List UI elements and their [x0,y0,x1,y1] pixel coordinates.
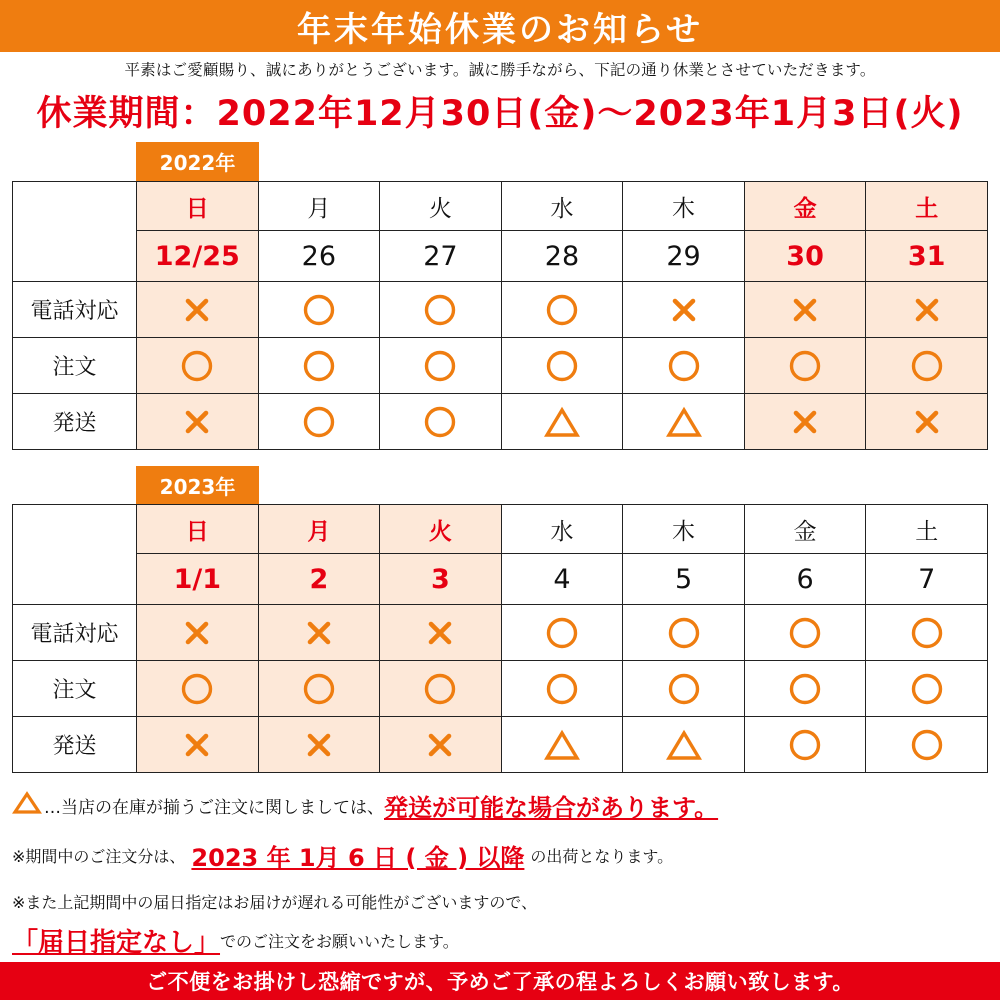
year-label: 2022年 [159,151,236,175]
status-cell [380,661,502,717]
status-cell [380,717,502,773]
triangle-icon [666,729,702,761]
status-cell [137,661,259,717]
status-cell [623,717,745,773]
status-cell [501,661,623,717]
status-cell [501,394,623,450]
status-cell [137,394,259,450]
triangle-note-text: …当店の在庫が揃うご注文に関しましては、 [44,798,384,818]
status-cell [866,338,988,394]
cross-icon [792,409,818,435]
closure-period: 休業期間：2022年12月30日(金)～2023年1月3日(火) [36,94,964,134]
date-cell: 4 [501,554,623,605]
circle-icon [788,672,822,706]
weekday-cell: 木 [623,182,745,231]
circle-icon [667,616,701,650]
cross-icon [671,297,697,323]
cross-icon [427,620,453,646]
status-cell [137,717,259,773]
circle-icon [302,672,336,706]
status-cell [380,605,502,661]
status-cell [501,282,623,338]
status-cell [258,338,380,394]
circle-icon [423,405,457,439]
triangle-icon [544,729,580,761]
circle-icon [910,616,944,650]
cross-icon [184,409,210,435]
circle-icon [545,616,579,650]
weekday-cell: 水 [501,182,623,231]
status-cell [137,605,259,661]
date-cell: 30 [744,231,866,282]
cross-icon [184,732,210,758]
service-label: 発送 [13,394,137,450]
status-cell [623,394,745,450]
status-cell [866,661,988,717]
triangle-icon [666,406,702,438]
service-label: 発送 [13,717,137,773]
circle-icon [423,672,457,706]
status-cell [137,338,259,394]
date-cell: 29 [623,231,745,282]
calendar-2023 [12,504,988,773]
circle-icon [788,728,822,762]
cross-icon [427,732,453,758]
date-cell: 12/25 [137,231,259,282]
triangle-note [12,788,718,823]
date-cell: 26 [258,231,380,282]
cross-icon [184,620,210,646]
weekday-cell: 月 [258,182,380,231]
notice-title: 年末年始休業のお知らせ [297,9,703,50]
weekday-cell: 木 [623,505,745,554]
weekday-cell: 月 [258,505,380,554]
weekday-cell: 金 [744,182,866,231]
status-cell [258,605,380,661]
status-cell [380,338,502,394]
status-cell [744,282,866,338]
footer-banner [0,962,1000,1000]
delivery-note: ※また上記期間中の届日指定はお届けが遅れる可能性がございますので、 [12,893,538,912]
weekday-cell: 水 [501,505,623,554]
circle-icon [545,672,579,706]
status-cell [866,282,988,338]
status-cell [501,605,623,661]
status-cell [501,717,623,773]
delivery-suffix: でのご注文をお願いいたします。 [220,932,459,951]
service-label: 注文 [13,338,137,394]
circle-icon [423,293,457,327]
weekday-cell: 土 [866,182,988,231]
weekday-cell: 土 [866,505,988,554]
status-cell [258,717,380,773]
weekday-cell: 火 [380,505,502,554]
shipping-date: 2023 年 1月 6 日 ( 金 ) 以降 [191,844,525,872]
weekday-cell: 金 [744,505,866,554]
circle-icon [667,672,701,706]
circle-icon [545,293,579,327]
intro-text: 平素はご愛顧賜り、誠にありがとうございます。誠に勝手ながら、下記の通り休業とさせていただきます。 [124,61,876,79]
cross-icon [914,409,940,435]
calendar-2022 [12,181,988,450]
date-cell: 7 [866,554,988,605]
shipping-note-prefix: ※期間中のご注文分は、 [12,847,186,866]
service-label: 電話対応 [13,605,137,661]
status-cell [501,338,623,394]
year-label: 2023年 [159,475,236,499]
circle-icon [180,349,214,383]
triangle-icon [544,406,580,438]
date-cell: 28 [501,231,623,282]
circle-icon [788,349,822,383]
cross-icon [306,732,332,758]
status-cell [744,717,866,773]
circle-icon [667,349,701,383]
circle-icon [302,405,336,439]
footer-text: ご不便をお掛けし恐縮ですが、予めご了承の程よろしくお願い致します。 [146,970,854,994]
date-cell: 1/1 [137,554,259,605]
service-label: 電話対応 [13,282,137,338]
status-cell [258,282,380,338]
status-cell [258,661,380,717]
status-cell [623,338,745,394]
shipping-note-suffix: の出荷となります。 [530,847,674,866]
status-cell [258,394,380,450]
date-cell: 6 [744,554,866,605]
delivery-instruction [12,922,459,959]
status-cell [866,717,988,773]
year-tab-2022 [136,142,259,181]
calendar-corner [13,182,137,282]
date-cell: 2 [258,554,380,605]
status-cell [137,282,259,338]
status-cell [380,282,502,338]
status-cell [744,605,866,661]
cross-icon [914,297,940,323]
weekday-cell: 日 [137,505,259,554]
status-cell [744,394,866,450]
cross-icon [792,297,818,323]
date-cell: 3 [380,554,502,605]
delivery-emphasis: 「届日指定なし」 [12,928,221,958]
status-cell [744,338,866,394]
circle-icon [545,349,579,383]
status-cell [380,394,502,450]
weekday-cell: 火 [380,182,502,231]
triangle-icon [12,791,42,820]
date-cell: 31 [866,231,988,282]
status-cell [623,605,745,661]
year-tab-2023 [136,466,259,505]
cross-icon [184,297,210,323]
status-cell [744,661,866,717]
date-cell: 5 [623,554,745,605]
status-cell [866,605,988,661]
circle-icon [423,349,457,383]
circle-icon [302,349,336,383]
date-cell: 27 [380,231,502,282]
cross-icon [306,620,332,646]
triangle-note-emphasis: 発送が可能な場合があります。 [384,794,719,822]
circle-icon [910,672,944,706]
weekday-cell: 日 [137,182,259,231]
calendar-corner [13,505,137,605]
status-cell [866,394,988,450]
circle-icon [910,349,944,383]
circle-icon [180,672,214,706]
circle-icon [788,616,822,650]
status-cell [623,661,745,717]
circle-icon [910,728,944,762]
service-label: 注文 [13,661,137,717]
notice-title-banner [0,0,1000,52]
status-cell [623,282,745,338]
circle-icon [302,293,336,327]
shipping-note [12,838,673,873]
